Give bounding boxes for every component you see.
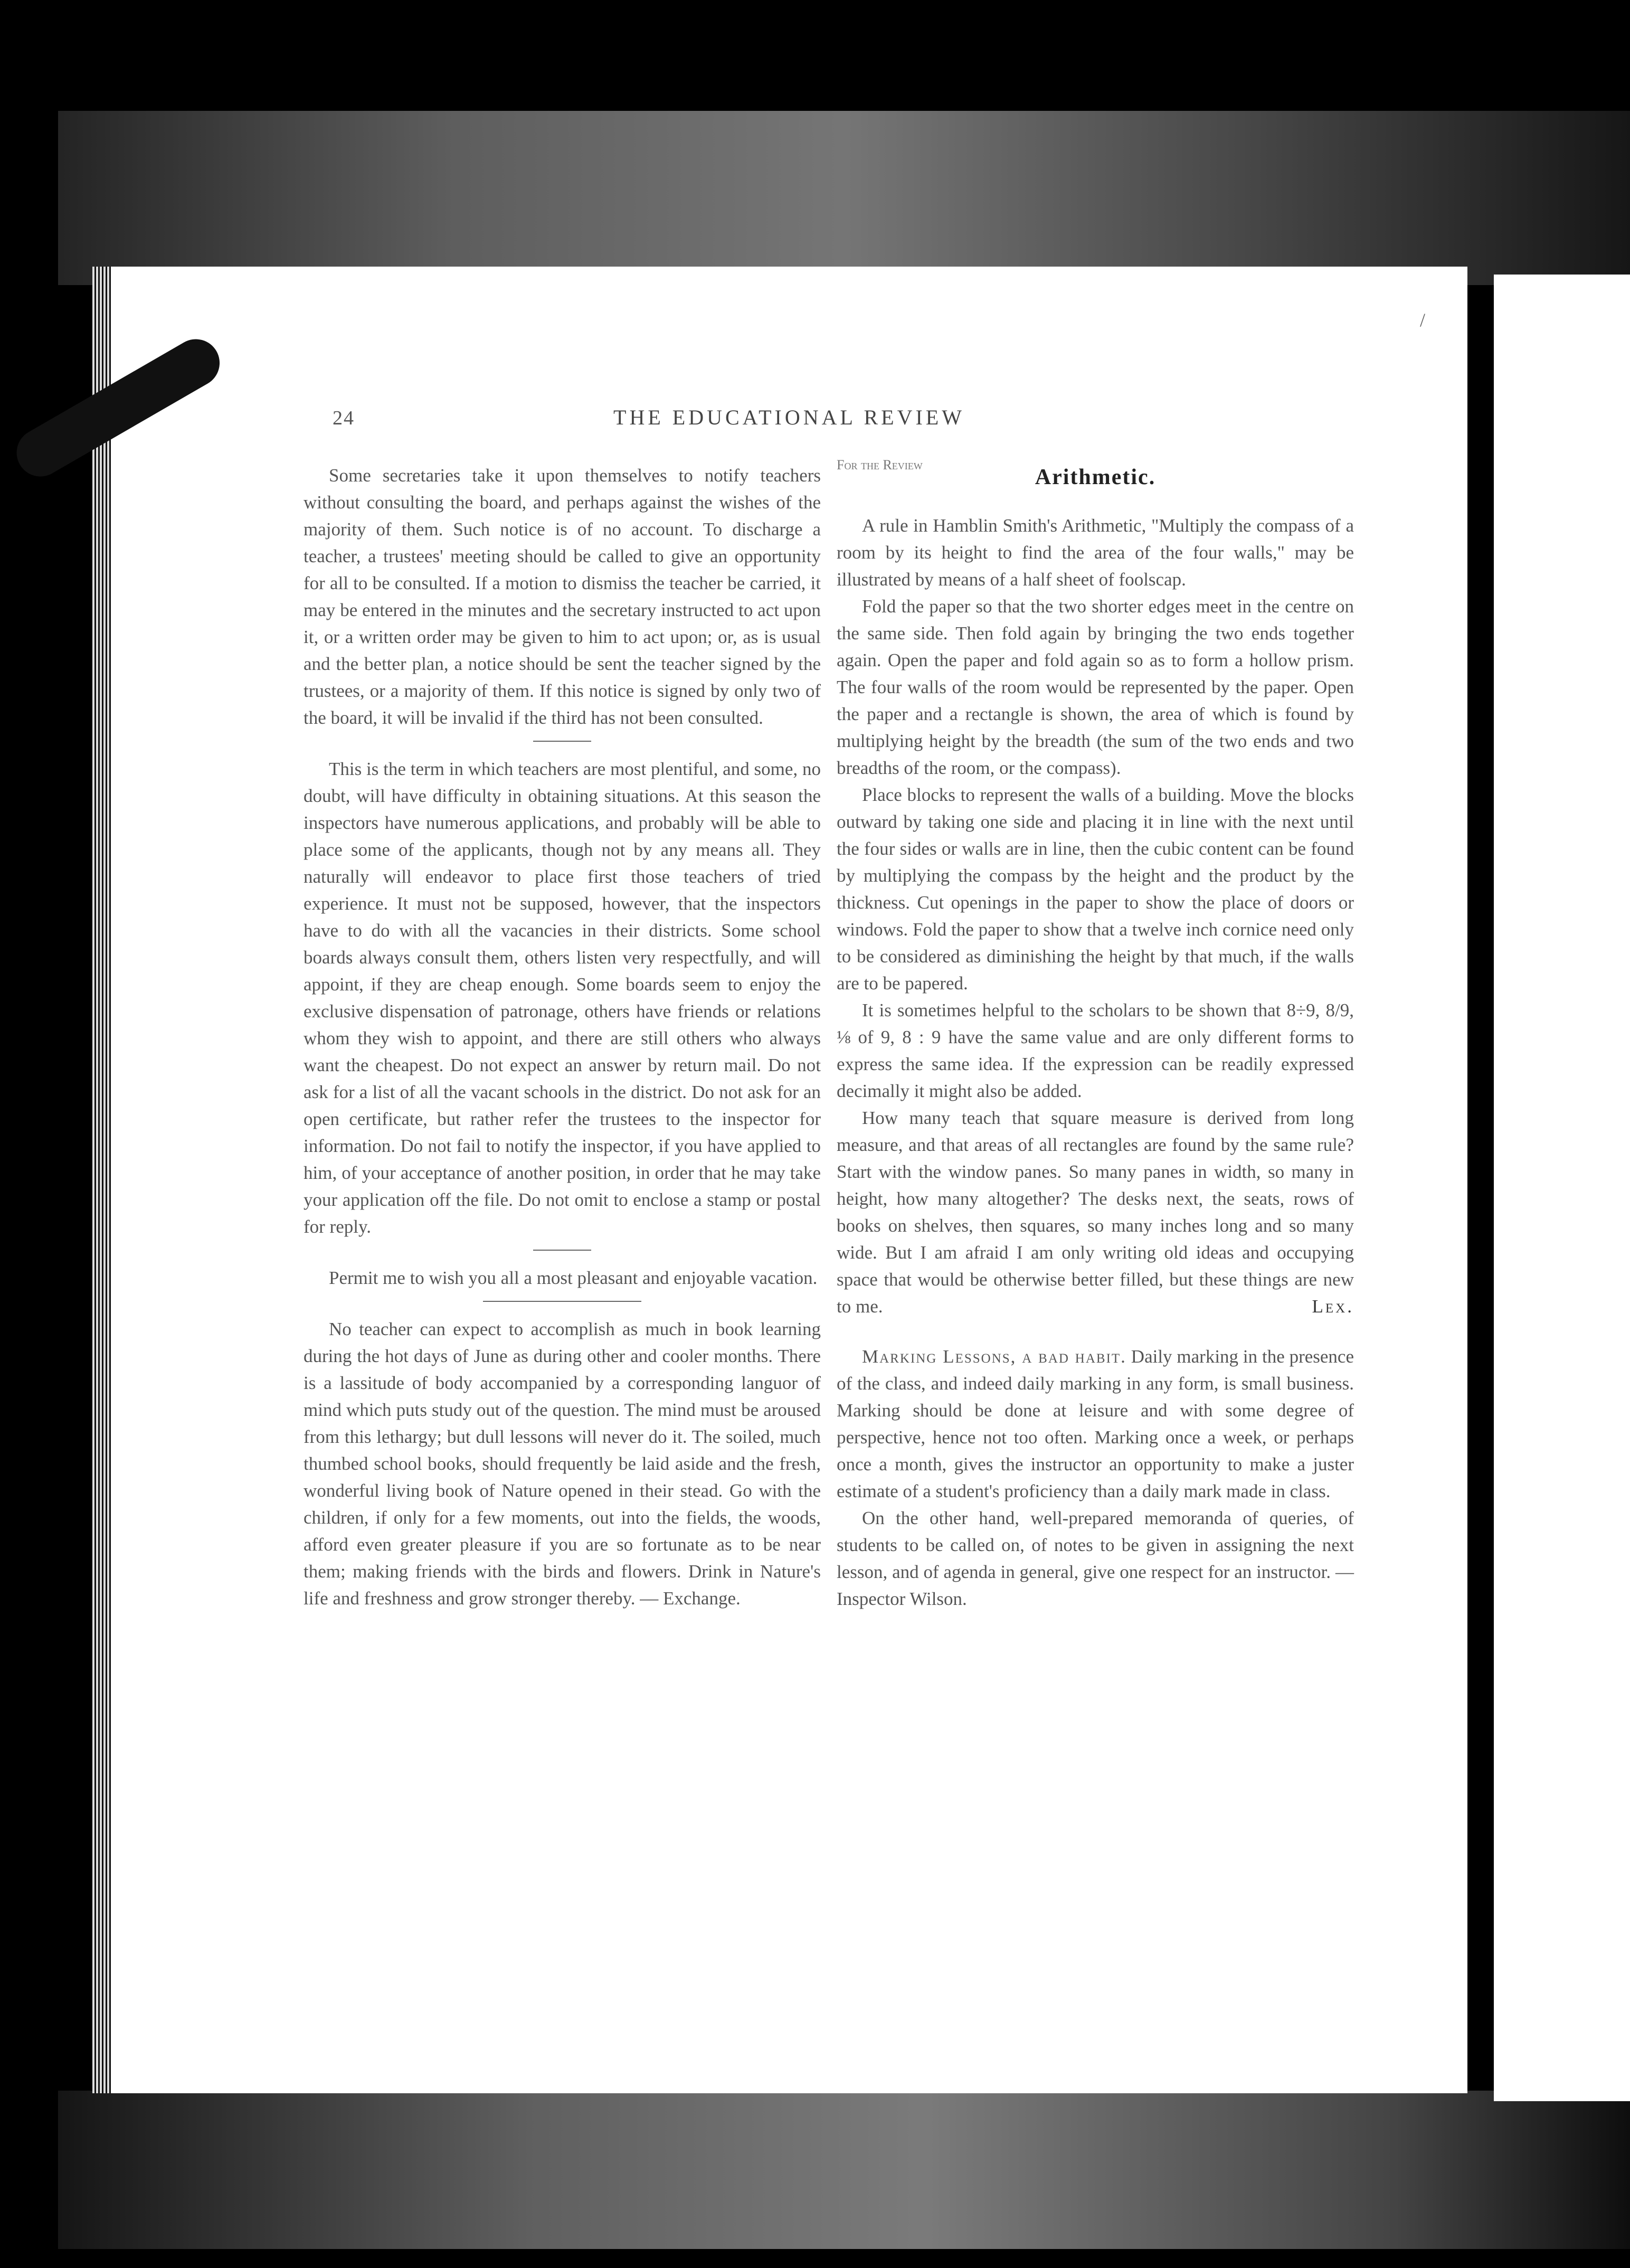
page-edges [92,267,113,2093]
margin-mark: / [1420,309,1426,330]
kicker: For the Review [837,457,923,472]
left-column [304,462,821,1612]
running-head: THE EDUCATIONAL REVIEW [613,405,965,429]
signature: Lex. [1312,1296,1354,1317]
scan-background-top [58,111,1630,285]
paragraph-text: How many teach that square measure is derived from long measure, and that areas of all rectangles are found by the same rule? Start with the window panes. So many panes in width, so many in height, how many altogether? The desks next, the seats, rows of books on shelves, then squares, so many inches long and so many wide. But I am afraid I am only writing old ideas and occupying space that would be otherwise better filled, but these things are new to me. [837,1108,1354,1317]
paragraph: Fold the paper so that the two shorter edges meet in the centre on the same side. Then fold again by bringing the two ends together again. Open the paper and fold again so as to form a hollow prism. The four walls of the room would be represented by the paper. Open the paper and a rectangle is shown, the area of which is found by multiplying height by the breadth (the sum of the two ends and two breadths of the room, or the compass). [837,596,1354,778]
paragraph [837,1104,1354,1320]
paragraph: Some secretaries take it upon themselves to notify teachers without consulting the board, and perhaps against the wishes of the majority of them. Such notice is of no account. To discharge a teacher, a trustees' meeting should be called to give an opportunity for all to be consulted. If a motion to dismiss the teacher be carried, it may be entered in the minutes and the secretary instructed to act upon it, or a written order may be given to him to act upon; or, as is usual and the better plan, a notice should be sent the teacher signed by the trustees, or a majority of them. If this notice is signed by only two of the board, it will be invalid if the third has not been consulted. [304,465,821,728]
paragraph: It is sometimes helpful to the scholars to be shown that 8÷9, 8/9, ⅛ of 9, 8 : 9 have the same value and are only different forms to express the same idea. If the expression can be readily expressed decimally it might also be added. [837,1000,1354,1101]
paragraph: Permit me to wish you all a most pleasant and enjoyable vacation. [329,1268,818,1288]
page-number: 24 [333,407,355,429]
lead-in: Marking Lessons, a bad habit. [862,1346,1126,1367]
page [111,267,1467,2093]
paragraph: On the other hand, well-prepared memoranda of queries, of students to be called on, of notes to be given in assigning the next lesson, and of agenda in general, give one respect for an instructor. — Inspector Wilson. [837,1508,1354,1609]
scan-background-bottom [58,2091,1630,2249]
paragraph-text: Daily marking in the presence of the class, and indeed daily marking in any form, is small business. Marking should be done at leisure and with some degree of perspective, hence not too often. Marking once a week, or perhaps once a month, gives the instructor an opportunity to make a juster estimate of a student's proficiency than a daily mark made in class. [837,1346,1354,1501]
paragraph: Place blocks to represent the walls of a building. Move the blocks outward by taking one side and placing it in line with the next until the four sides or walls are in line, then the cubic content can be found by multiplying the compass by the height and the product by the thickness. Cut openings in the paper to show the place of doors or windows. Fold the paper to show that a twelve inch cornice need only to be considered as diminishing the height by that much, if the walls are to be papered. [837,785,1354,994]
right-column [837,457,1354,1612]
divider [533,741,591,742]
paragraph [837,1343,1354,1505]
paragraph: No teacher can expect to accomplish as much in book learning during the hot days of June as during other and cooler months. There is a lassitude of body accompanied by a corresponding languor of mind which puts study out of the question. The mind must be aroused from this lethargy; but dull lessons will never do it. The soiled, much thumbed school books, should frequently be laid aside and the fresh, wonderful living book of Nature opened in their stead. Go with the children, if only for a few moments, out into the fields, the woods, afford even greater pleasure if you are so fortunate as to be near them; making friends with the birds and flowers. Drink in Nature's life and freshness and grow stronger thereby. — Exchange. [304,1319,821,1609]
article-heading: Arithmetic. [1035,465,1156,489]
facing-page-edge [1494,275,1630,2101]
spacer [837,1320,1354,1343]
paragraph: A rule in Hamblin Smith's Arithmetic, "Multiply the compass of a room by its height to find the area of the four walls," may be illustrated by means of a half sheet of foolscap. [837,515,1354,590]
divider [533,1250,591,1251]
divider [483,1301,641,1302]
paragraph: This is the term in which teachers are most plentiful, and some, no doubt, will have difficulty in obtaining situations. At this season the inspectors have numerous applications, and probably will be able to place some of the applicants, though not by any means all. They naturally will endeavor to place first those teachers of tried experience. It must not be supposed, however, that the inspectors have to do with all the vacancies in their districts. Some school boards always consult them, others listen very respectfully, and will appoint, if they are cheap enough. Some boards seem to enjoy the exclusive dispensation of patronage, others have friends or relations whom they wish to appoint, and there are still others who always want the cheapest. Do not expect an answer by return mail. Do not ask for a list of all the vacant schools in the district. Do not ask for an open certificate, but rather refer the trustees to the inspector for information. Do not fail to notify the inspector, if you have applied to him, of your acceptance of another position, in order that he may take your application off the file. Do not omit to enclose a stamp or postal for reply. [304,759,821,1237]
